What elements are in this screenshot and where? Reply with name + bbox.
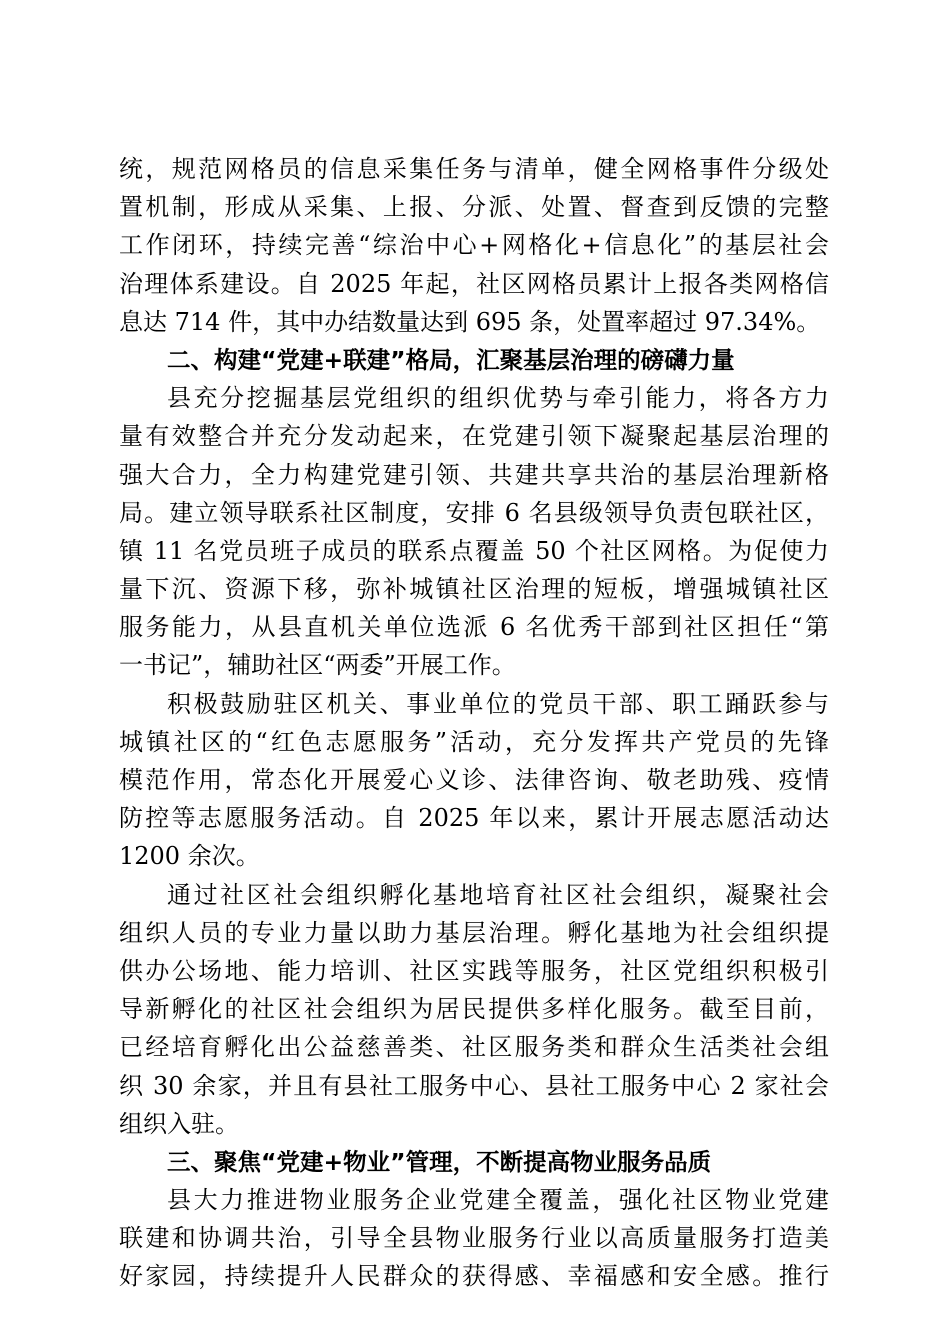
text-line: 城镇社区的“红色志愿服务”活动，充分发挥共产党员的先锋 — [119, 727, 829, 756]
paragraph-first-line: 通过社区社会组织孵化基地培育社区社会组织，凝聚社会 — [167, 880, 829, 909]
text-line: 服务能力，从县直机关单位选派 6 名优秀干部到社区担任“第 — [119, 613, 829, 642]
text-line: 镇 11 名党员班子成员的联系点覆盖 50 个社区网格。为促使力 — [119, 536, 829, 565]
text-line: 局。建立领导联系社区制度，安排 6 名县级领导负责包联社区， — [119, 498, 829, 527]
section-heading: 三、聚焦“党建+物业”管理，不断提高物业服务品质 — [167, 1147, 712, 1176]
text-line: 联建和协调共治，引导全县物业服务行业以高质量服务打造美 — [119, 1224, 829, 1253]
text-line: 供办公场地、能力培训、社区实践等服务，社区党组织积极引 — [119, 956, 829, 985]
text-line: 治理体系建设。自 2025 年起，社区网格员累计上报各类网格信 — [119, 269, 829, 298]
text-line: 防控等志愿服务活动。自 2025 年以来，累计开展志愿活动达 — [119, 804, 829, 833]
text-line: 强大合力，全力构建党建引领、共建共享共治的基层治理新格 — [119, 460, 829, 489]
text-line: 置机制，形成从采集、上报、分派、处置、督查到反馈的完整 — [119, 193, 829, 222]
text-line: 织 30 余家，并且有县社工服务中心、县社工服务中心 2 家社会 — [119, 1071, 829, 1100]
text-line: 量下沉、资源下移，弥补城镇社区治理的短板，增强城镇社区 — [119, 575, 829, 604]
text-line: 工作闭环，持续完善“综治中心+网格化+信息化”的基层社会 — [119, 231, 829, 260]
paragraph-last-line: 息达 714 件，其中办结数量达到 695 条，处置率超过 97.34%。 — [119, 307, 821, 336]
text-line: 统，规范网格员的信息采集任务与清单，健全网格事件分级处 — [119, 155, 829, 183]
paragraph-last-line: 1200 余次。 — [119, 842, 260, 871]
text-line: 量有效整合并充分发动起来，在党建引领下凝聚起基层治理的 — [119, 422, 829, 451]
text-line: 导新孵化的社区社会组织为居民提供多样化服务。截至目前， — [119, 995, 829, 1024]
text-line: 已经培育孵化出公益慈善类、社区服务类和群众生活类社会组 — [119, 1033, 829, 1062]
paragraph-last-line: 组织入驻。 — [119, 1109, 239, 1138]
paragraph-first-line: 积极鼓励驻区机关、事业单位的党员干部、职工踊跃参与 — [167, 689, 829, 718]
paragraph-first-line: 县充分挖掘基层党组织的组织优势与牵引能力，将各方力 — [167, 384, 829, 413]
paragraph-last-line: 一书记”，辅助社区“两委”开展工作。 — [119, 651, 516, 680]
text-line: 好家园，持续提升人民群众的获得感、幸福感和安全感。推行 — [119, 1262, 829, 1291]
text-line: 模范作用，常态化开展爱心义诊、法律咨询、敬老助残、疫情 — [119, 766, 829, 794]
document-body — [119, 150, 829, 1296]
text-line: 组织人员的专业力量以助力基层治理。孵化基地为社会组织提 — [119, 918, 829, 947]
paragraph-first-line: 县大力推进物业服务企业党建全覆盖，强化社区物业党建 — [167, 1186, 829, 1215]
section-heading: 二、构建“党建+联建”格局，汇聚基层治理的磅礴力量 — [167, 345, 735, 374]
